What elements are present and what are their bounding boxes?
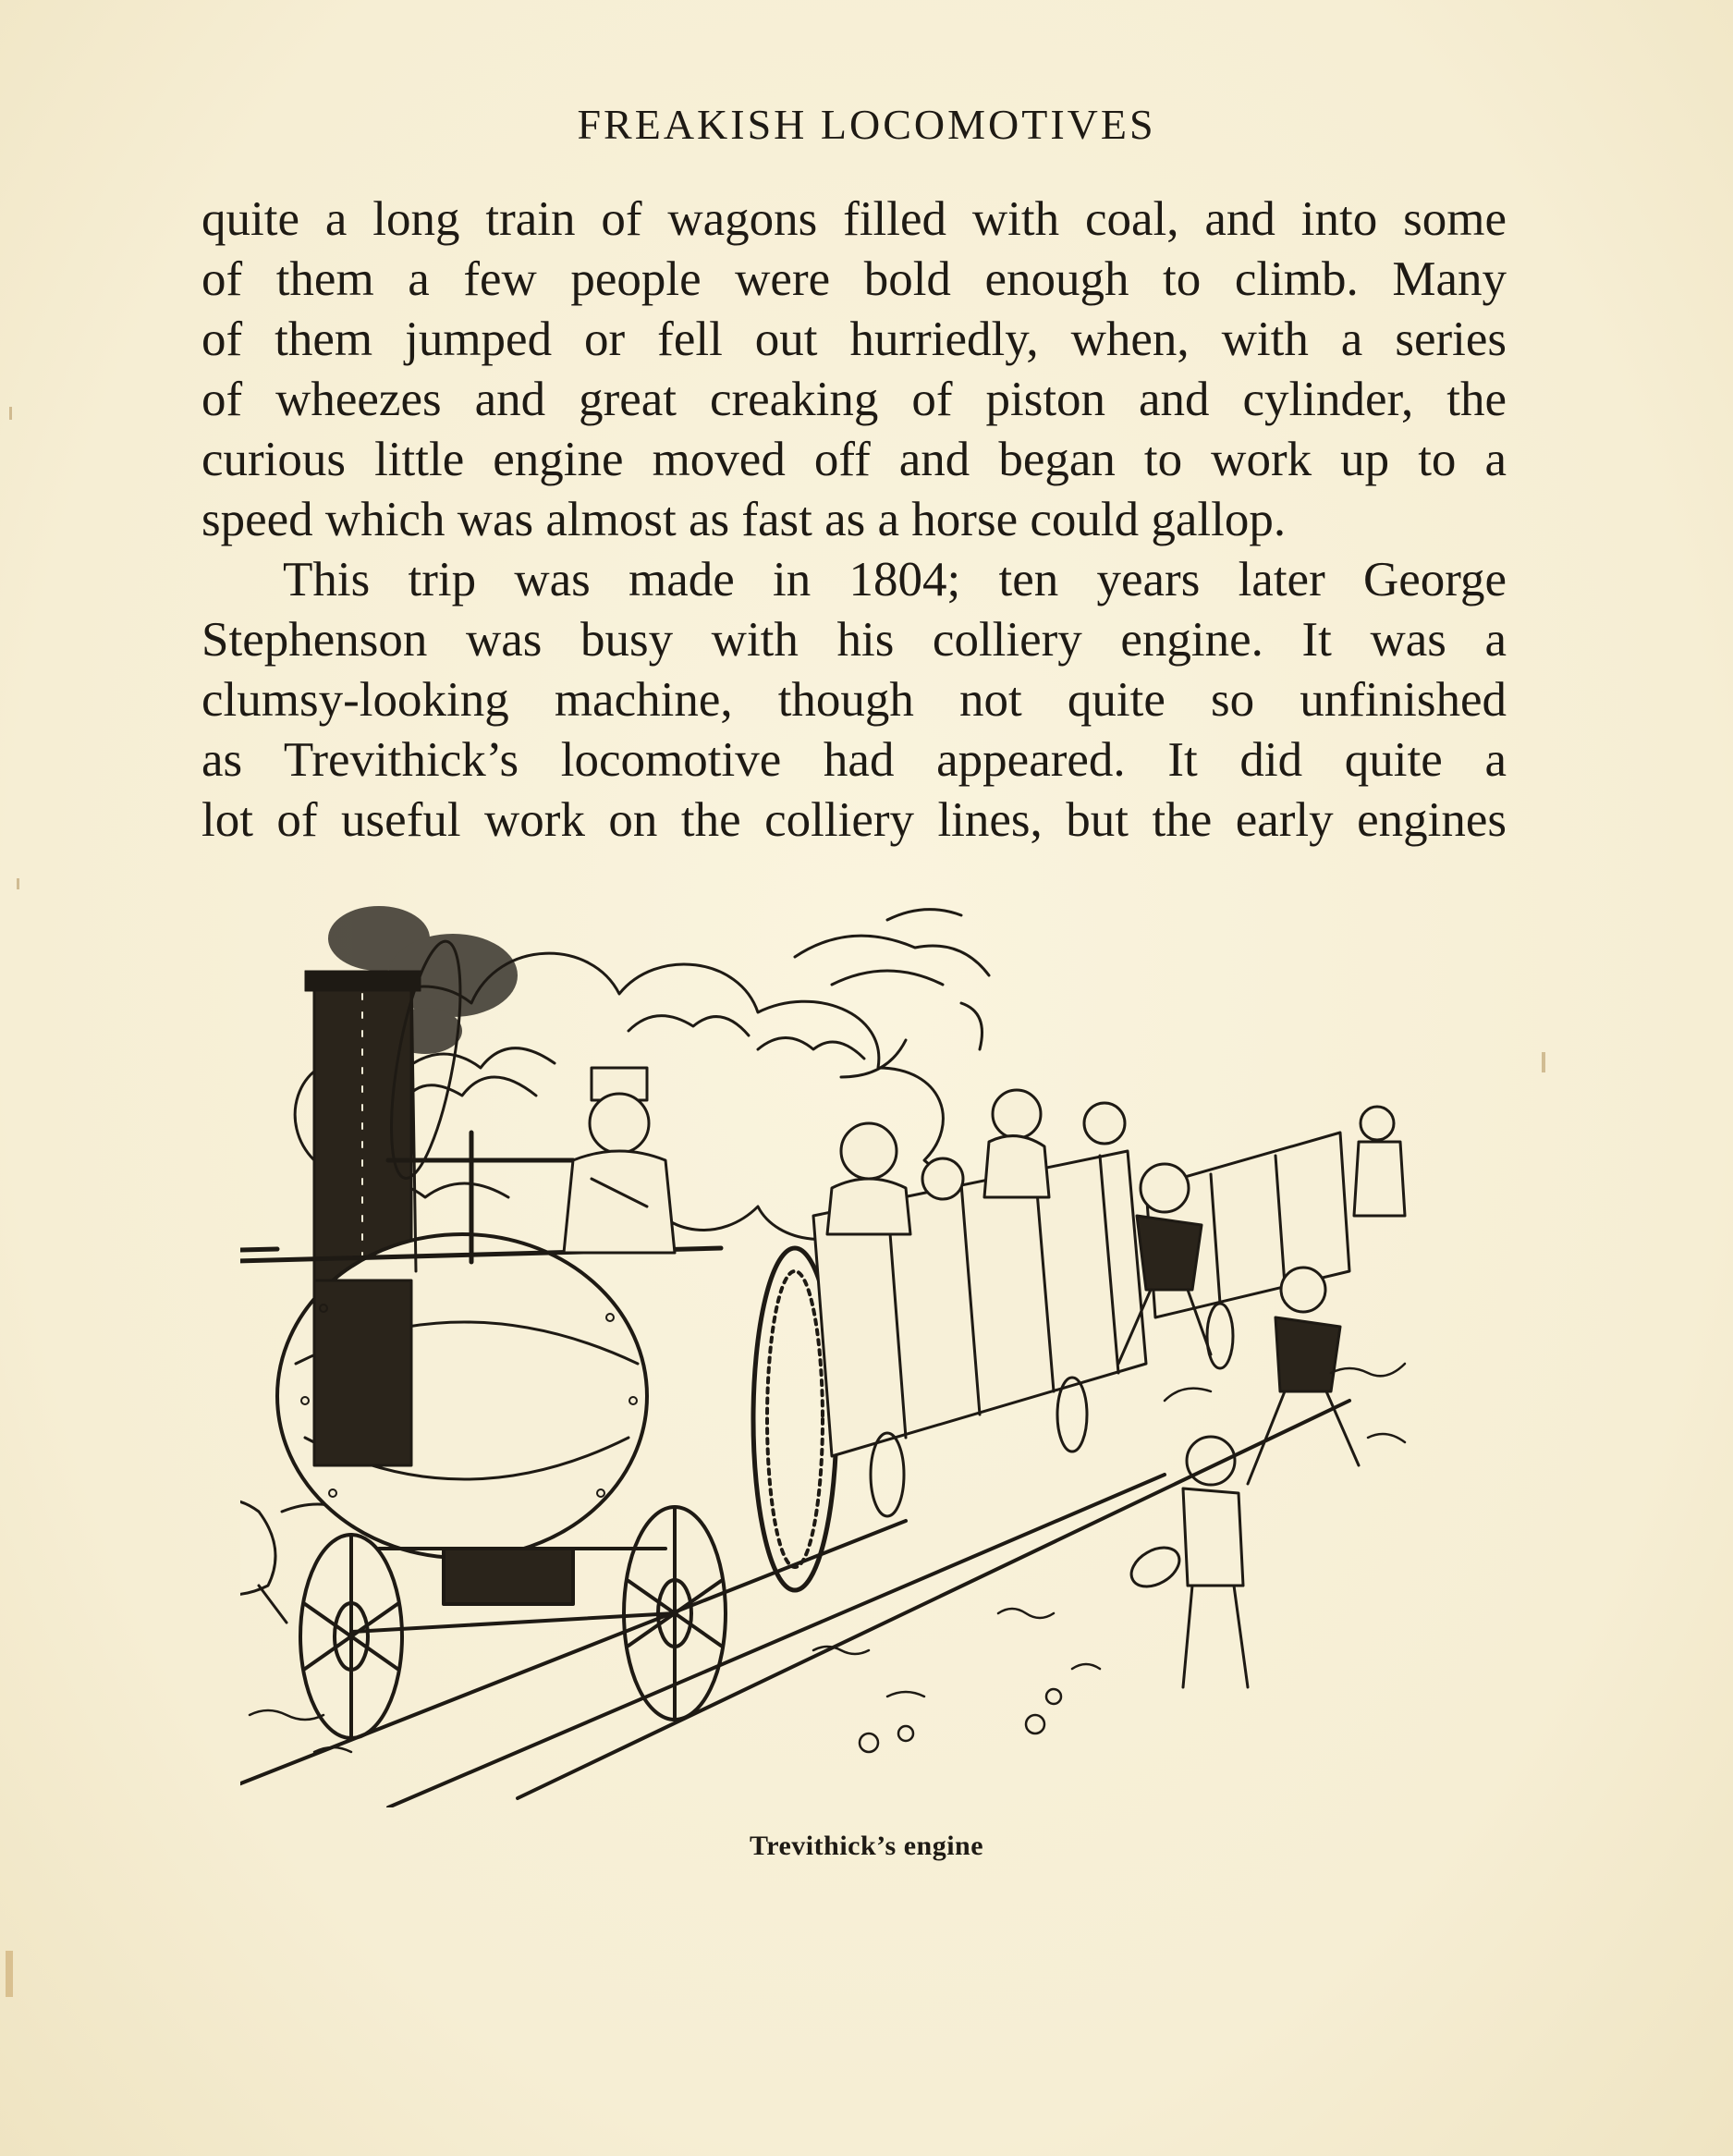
engine-drawing [240,883,1488,1807]
left-edge-mark [6,1951,13,1997]
text-line: quite a long train of wagons filled with coal, and into some [201,192,1507,246]
left-edge-mark [9,407,12,420]
text-line: as Trevithick’s locomotive had appeared. It did quite a [201,733,1507,787]
text-line: curious little engine moved off and began to work up to a [201,433,1507,486]
text-line: speed which was almost as fast as a horse could gallop. [201,493,1287,546]
engine-illustration [240,883,1488,1807]
left-edge-mark [17,878,19,889]
text-line: clumsy-looking machine, though not quite so unfinished [201,673,1507,727]
dog [240,1500,287,1632]
driver-figure [564,1068,675,1253]
text-line: Stephenson was busy with his colliery engine. It was a [201,613,1507,667]
figure-caption: Trevithick’s engine [749,1831,984,1861]
text-line: This trip was made in 1804; ten years later George [283,553,1507,606]
text-line: of them jumped or fell out hurriedly, when, with a series [201,312,1507,366]
text-line: of wheezes and great creaking of piston and cylinder, the [201,373,1507,426]
boiler [277,1234,647,1558]
text-line: of them a few people were bold enough to climb. Many [201,252,1507,306]
body-text [201,190,1507,851]
right-edge-mark [1542,1052,1545,1072]
text-line: lot of useful work on the colliery lines, but the early engines [201,793,1507,847]
running-head: FREAKISH LOCOMOTIVES [577,101,1156,148]
